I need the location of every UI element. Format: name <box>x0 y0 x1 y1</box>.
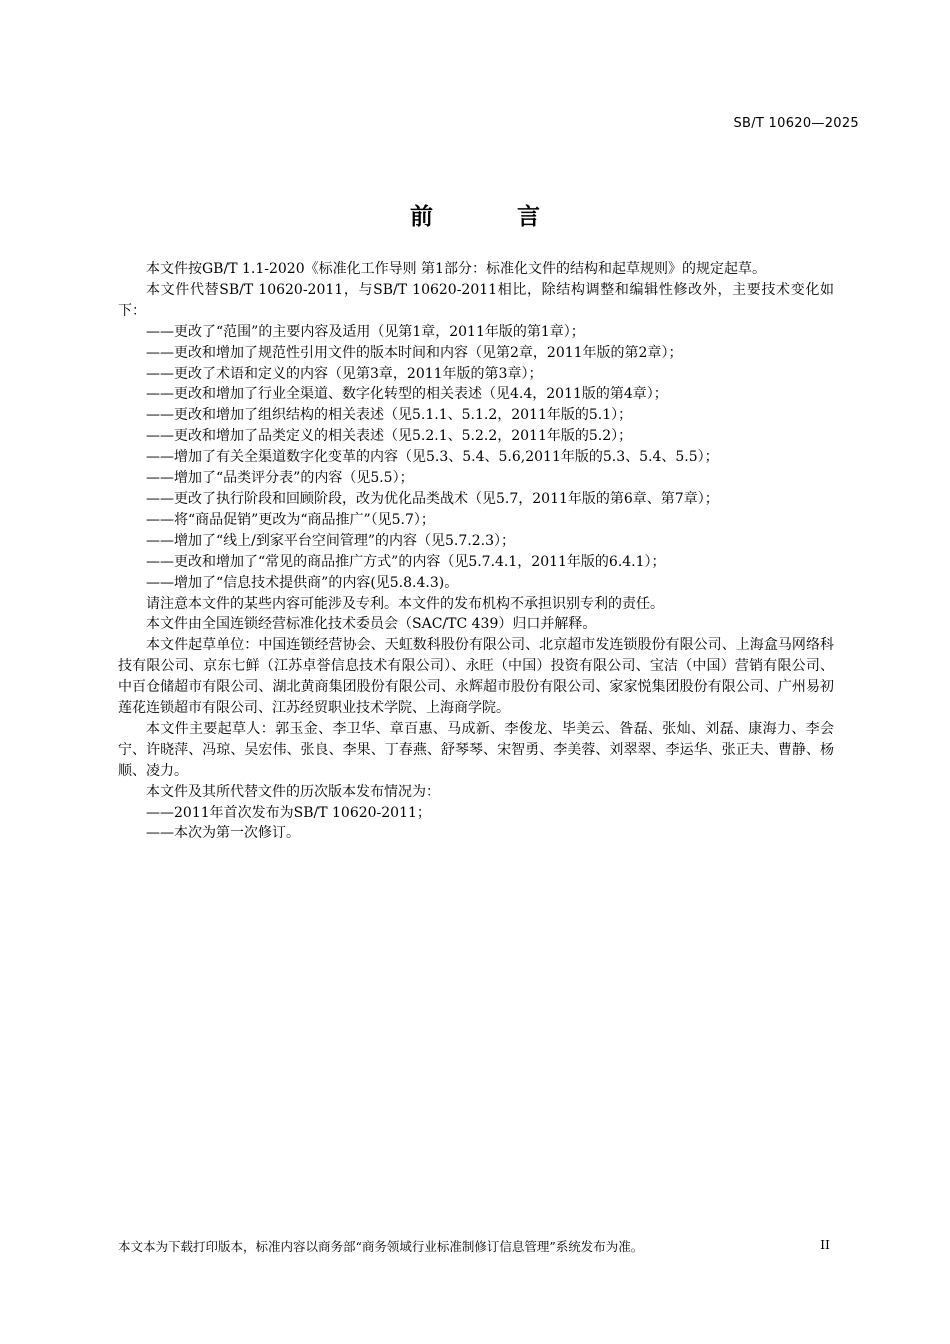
change-item: ——更改了术语和定义的内容（见第3章，2011年版的第3章）； <box>146 365 543 382</box>
change-item: ——更改和增加了“常见的商品推广方式”的内容（见5.7.4.1，2011年版的6.4.1）； <box>146 553 666 570</box>
change-item: ——增加了有关全渠道数字化变革的内容（见5.3、5.4、5.6,2011年版的5.3、5.4、5.5）； <box>146 449 719 466</box>
drafting-rules-paragraph: 本文件按GB/T 1.1-2020《标准化工作导则 第1部分：标准化文件的结构和起草规则》的规定起草。 <box>146 261 766 277</box>
change-item: ——增加了“线上/到家平台空间管理”的内容（见5.7.2.3）； <box>146 532 516 549</box>
change-item: ——更改和增加了规范性引用文件的版本时间和内容（见第2章，2011年版的第2章）； <box>146 344 683 361</box>
committee-statement: 本文件由全国连锁经营标准化技术委员会（SAC/TC 439）归口并解释。 <box>146 616 597 633</box>
change-item: ——更改了执行阶段和回顾阶段，改为优化品类战术（见5.7，2011年版的第6章、第7章）； <box>146 490 719 507</box>
footer-disclaimer: 本文本为下载打印版本，标准内容以商务部“商务领域行业标准制修订信息管理”系统发布为准。 <box>118 1239 644 1254</box>
change-item: ——更改和增加了组织结构的相关表述（见5.1.1、5.1.2，2011年版的5.1）； <box>146 407 633 424</box>
change-item: ——增加了“信息技术提供商”的内容(见5.8.4.3)。 <box>146 574 459 591</box>
drafters-paragraph: 本文件主要起草人：郭玉金、李卫华、章百惠、马成新、李俊龙、毕美云、昝磊、张灿、刘磊、康海力、李会宁、许晓萍、冯琼、吴宏伟、张良、李果、丁春燕、舒琴琴、宋智勇、李美蓉、刘翠翠、李运华、张正夫、曹静、杨顺、凌力。 <box>118 720 834 779</box>
page-number: II <box>820 1237 830 1252</box>
history-item: ——2011年首次发布为SB/T 10620-2011； <box>146 804 431 821</box>
history-item: ——本次为第一次修订。 <box>146 825 300 842</box>
change-item: ——将“商品促销”更改为“商品推广”（见5.7）； <box>146 511 435 528</box>
changes-list <box>118 322 834 594</box>
drafting-units-paragraph: 本文件起草单位：中国连锁经营协会、天虹数科股份有限公司、北京超市发连锁股份有限公司、上海盒马网络科技有限公司、京东七鲜（江苏卓誉信息技术有限公司）、永旺（中国）投资有限公司、宝洁（中国）营销有限公司、中百仓储超市有限公司、湖北黄商集团股份有限公司、永辉超市股份有限公司、家家悦集团股份有限公司、广州易初莲花连锁超市有限公司、江苏经贸职业技术学院、上海商学院。 <box>118 637 834 717</box>
replacement-paragraph: 本文件代替SB/T 10620-2011，与SB/T 10620-2011相比，除结构调整和编辑性修改外，主要技术变化如下： <box>118 281 834 319</box>
change-item: ——更改和增加了行业全渠道、数字化转型的相关表述（见4.4，2011版的第4章）； <box>146 386 668 403</box>
history-list <box>118 803 834 845</box>
change-item: ——更改和增加了品类定义的相关表述（见5.2.1、5.2.2，2011年版的5.2）； <box>146 428 633 445</box>
foreword-body <box>118 259 834 844</box>
change-item: ——更改了“范围”的主要内容及适用（见第1章，2011年版的第1章）； <box>146 323 585 340</box>
change-item: ——增加了“品类评分表”的内容（见5.5）； <box>146 470 414 487</box>
document-code: SB/T 10620—2025 <box>733 116 859 131</box>
history-intro: 本文件及其所代替文件的历次版本发布情况为： <box>146 783 440 800</box>
page-title: 前 言 <box>409 204 578 230</box>
patent-notice: 请注意本文件的某些内容可能涉及专利。本文件的发布机构不承担识别专利的责任。 <box>146 595 664 612</box>
